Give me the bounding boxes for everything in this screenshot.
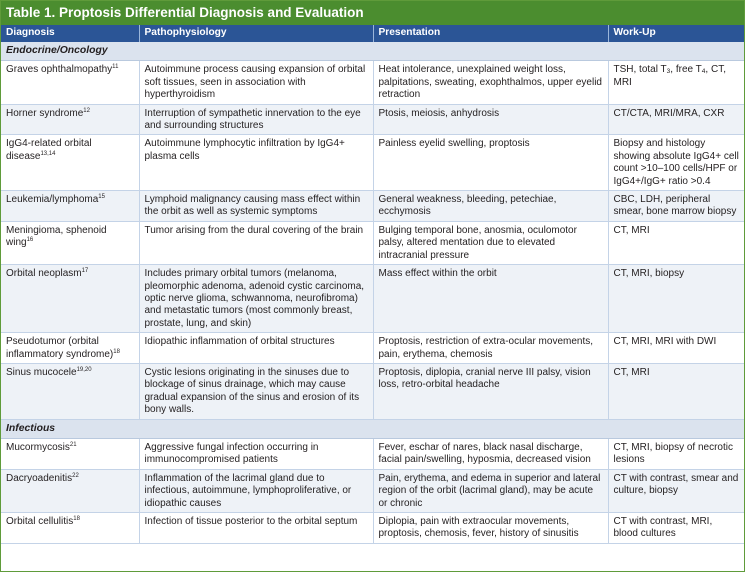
cell-pathophysiology: Cystic lesions originating in the sinuses due to blockage of sinus drainage, which may cause gradual expansion of the sinus and erosion of its bony walls. [139,363,373,419]
reference-marker: 22 [72,472,79,479]
table-row [1,104,744,135]
diagnosis-text: Orbital neoplasm [6,268,82,280]
section-label: Endocrine/Oncology [1,42,744,61]
cell-presentation: Pain, erythema, and edema in superior and lateral region of the orbit (lacrimal gland), may be acute or chronic [373,469,608,512]
section-label: Infectious [1,419,744,438]
header-presentation: Presentation [373,25,608,42]
header-row [1,25,744,42]
diagnosis-text: Leukemia/lymphoma [6,194,99,206]
workup-text: , CT, MRI [613,64,726,88]
header-diagnosis: Diagnosis [1,25,139,42]
cell-presentation: Heat intolerance, unexplained weight loss, palpitations, sweating, exophthalmos, upper eyelid retraction [373,61,608,104]
table-row [1,469,744,512]
cell-workup [608,61,744,104]
table-row [1,363,744,419]
reference-marker: 18 [73,516,80,522]
cell-presentation: Bulging temporal bone, anosmia, oculomotor palsy, altered mentation due to elevated intracranial pressure [373,221,608,264]
cell-presentation: Proptosis, diplopia, cranial nerve III palsy, vision loss, retro-orbital headache [373,363,608,419]
workup-text: , free T [670,64,702,76]
cell-diagnosis [1,221,139,264]
cell-workup: CT, MRI, MRI with DWI [608,333,744,364]
table-row [1,191,744,222]
reference-marker: 13,14 [40,150,56,157]
cell-diagnosis [1,333,139,364]
cell-pathophysiology: Includes primary orbital tumors (melanoma, pleomorphic adenoma, adenoid cystic carcinoma, optic nerve glioma, schwannoma, neurofibroma) and metastatic tumors (most commonly breast, prostate, lung, and skin) [139,265,373,333]
cell-pathophysiology: Idiopathic inflammation of orbital structures [139,333,373,364]
subscript: 3 [666,68,671,76]
cell-workup: CBC, LDH, peripheral smear, bone marrow biopsy [608,191,744,222]
cell-diagnosis [1,265,139,333]
table-row [1,135,744,191]
cell-diagnosis [1,513,139,544]
cell-workup: CT, MRI [608,363,744,419]
workup-text: TSH, total T [613,64,667,76]
cell-workup: CT with contrast, smear and culture, biopsy [608,469,744,512]
reference-marker: 12 [83,107,90,114]
reference-marker: 19,20 [76,366,92,373]
table-row [1,333,744,364]
diagnosis-text: Dacryoadenitis [6,472,73,484]
table-row [1,513,744,544]
cell-diagnosis [1,135,139,191]
diagnosis-text: Pseudotumor (orbital inflammatory syndrome) [6,336,114,360]
subscript: 4 [701,68,706,76]
header-pathophysiology: Pathophysiology [139,25,373,42]
cell-diagnosis [1,438,139,469]
cell-presentation: Proptosis, restriction of extra-ocular movements, pain, erythema, chemosis [373,333,608,364]
table-title: Table 1. Proptosis Differential Diagnosis and Evaluation [1,1,744,25]
diagnosis-text: Sinus mucocele [6,366,77,378]
diagnosis-text: IgG4-related orbital disease [6,138,92,162]
cell-pathophysiology: Autoimmune lymphocytic infiltration by IgG4+ plasma cells [139,135,373,191]
cell-pathophysiology: Autoimmune process causing expansion of orbital soft tissues, seen in association with hyperthyroidism [139,61,373,104]
cell-diagnosis [1,61,139,104]
cell-diagnosis [1,191,139,222]
reference-marker: 21 [69,441,77,448]
table-row [1,221,744,264]
cell-workup: CT/CTA, MRI/MRA, CXR [608,104,744,135]
cell-presentation: Fever, eschar of nares, black nasal discharge, facial pain/swelling, hyposmia, decreased vision [373,438,608,469]
header-workup: Work-Up [608,25,744,42]
reference-marker: 17 [81,268,89,275]
cell-presentation: Painless eyelid swelling, proptosis [373,135,608,191]
cell-presentation: Diplopia, pain with extraocular movements, proptosis, chemosis, fever, history of sinusitis [373,513,608,544]
diagnosis-text: Meningioma, sphenoid wing [6,224,107,249]
diagnosis-text: Mucormycosis [6,441,70,453]
diagnosis-text: Orbital cellulitis [6,516,74,527]
diagnosis-text: Horner syndrome [6,107,84,119]
reference-marker: 18 [113,348,120,355]
cell-workup: CT with contrast, MRI, blood cultures [608,513,744,544]
cell-presentation: General weakness, bleeding, petechiae, ecchymosis [373,191,608,222]
reference-marker: 11 [112,64,119,71]
cell-pathophysiology: Inflammation of the lacrimal gland due to infectious, autoimmune, lymphoproliferative, or idiopathic causes [139,469,373,512]
differential-table [1,25,744,544]
reference-marker: 16 [26,237,34,244]
table-row [1,61,744,104]
cell-workup: CT, MRI [608,221,744,264]
cell-workup: CT, MRI, biopsy of necrotic lesions [608,438,744,469]
cell-presentation: Mass effect within the orbit [373,265,608,333]
cell-pathophysiology: Interruption of sympathetic innervation to the eye and surrounding structures [139,104,373,135]
cell-pathophysiology: Aggressive fungal infection occurring in immunocompromised patients [139,438,373,469]
cell-workup: CT, MRI, biopsy [608,265,744,333]
cell-diagnosis [1,469,139,512]
section-row-endocrine [1,42,744,61]
cell-pathophysiology: Lymphoid malignancy causing mass effect within the orbit as well as systemic symptoms [139,191,373,222]
cell-workup: Biopsy and histology showing absolute IgG4+ cell count >10–100 cells/HPF or IgG4+/IgG+ ratio >0.4 [608,135,744,191]
cell-diagnosis [1,104,139,135]
reference-marker: 15 [98,194,105,201]
cell-diagnosis [1,363,139,419]
table-row [1,438,744,469]
diagnosis-text: Graves ophthalmopathy [6,64,113,76]
cell-presentation: Ptosis, meiosis, anhydrosis [373,104,608,135]
cell-pathophysiology: Infection of tissue posterior to the orbital septum [139,513,373,544]
section-row-infectious [1,419,744,438]
table-row [1,265,744,333]
cell-pathophysiology: Tumor arising from the dural covering of the brain [139,221,373,264]
